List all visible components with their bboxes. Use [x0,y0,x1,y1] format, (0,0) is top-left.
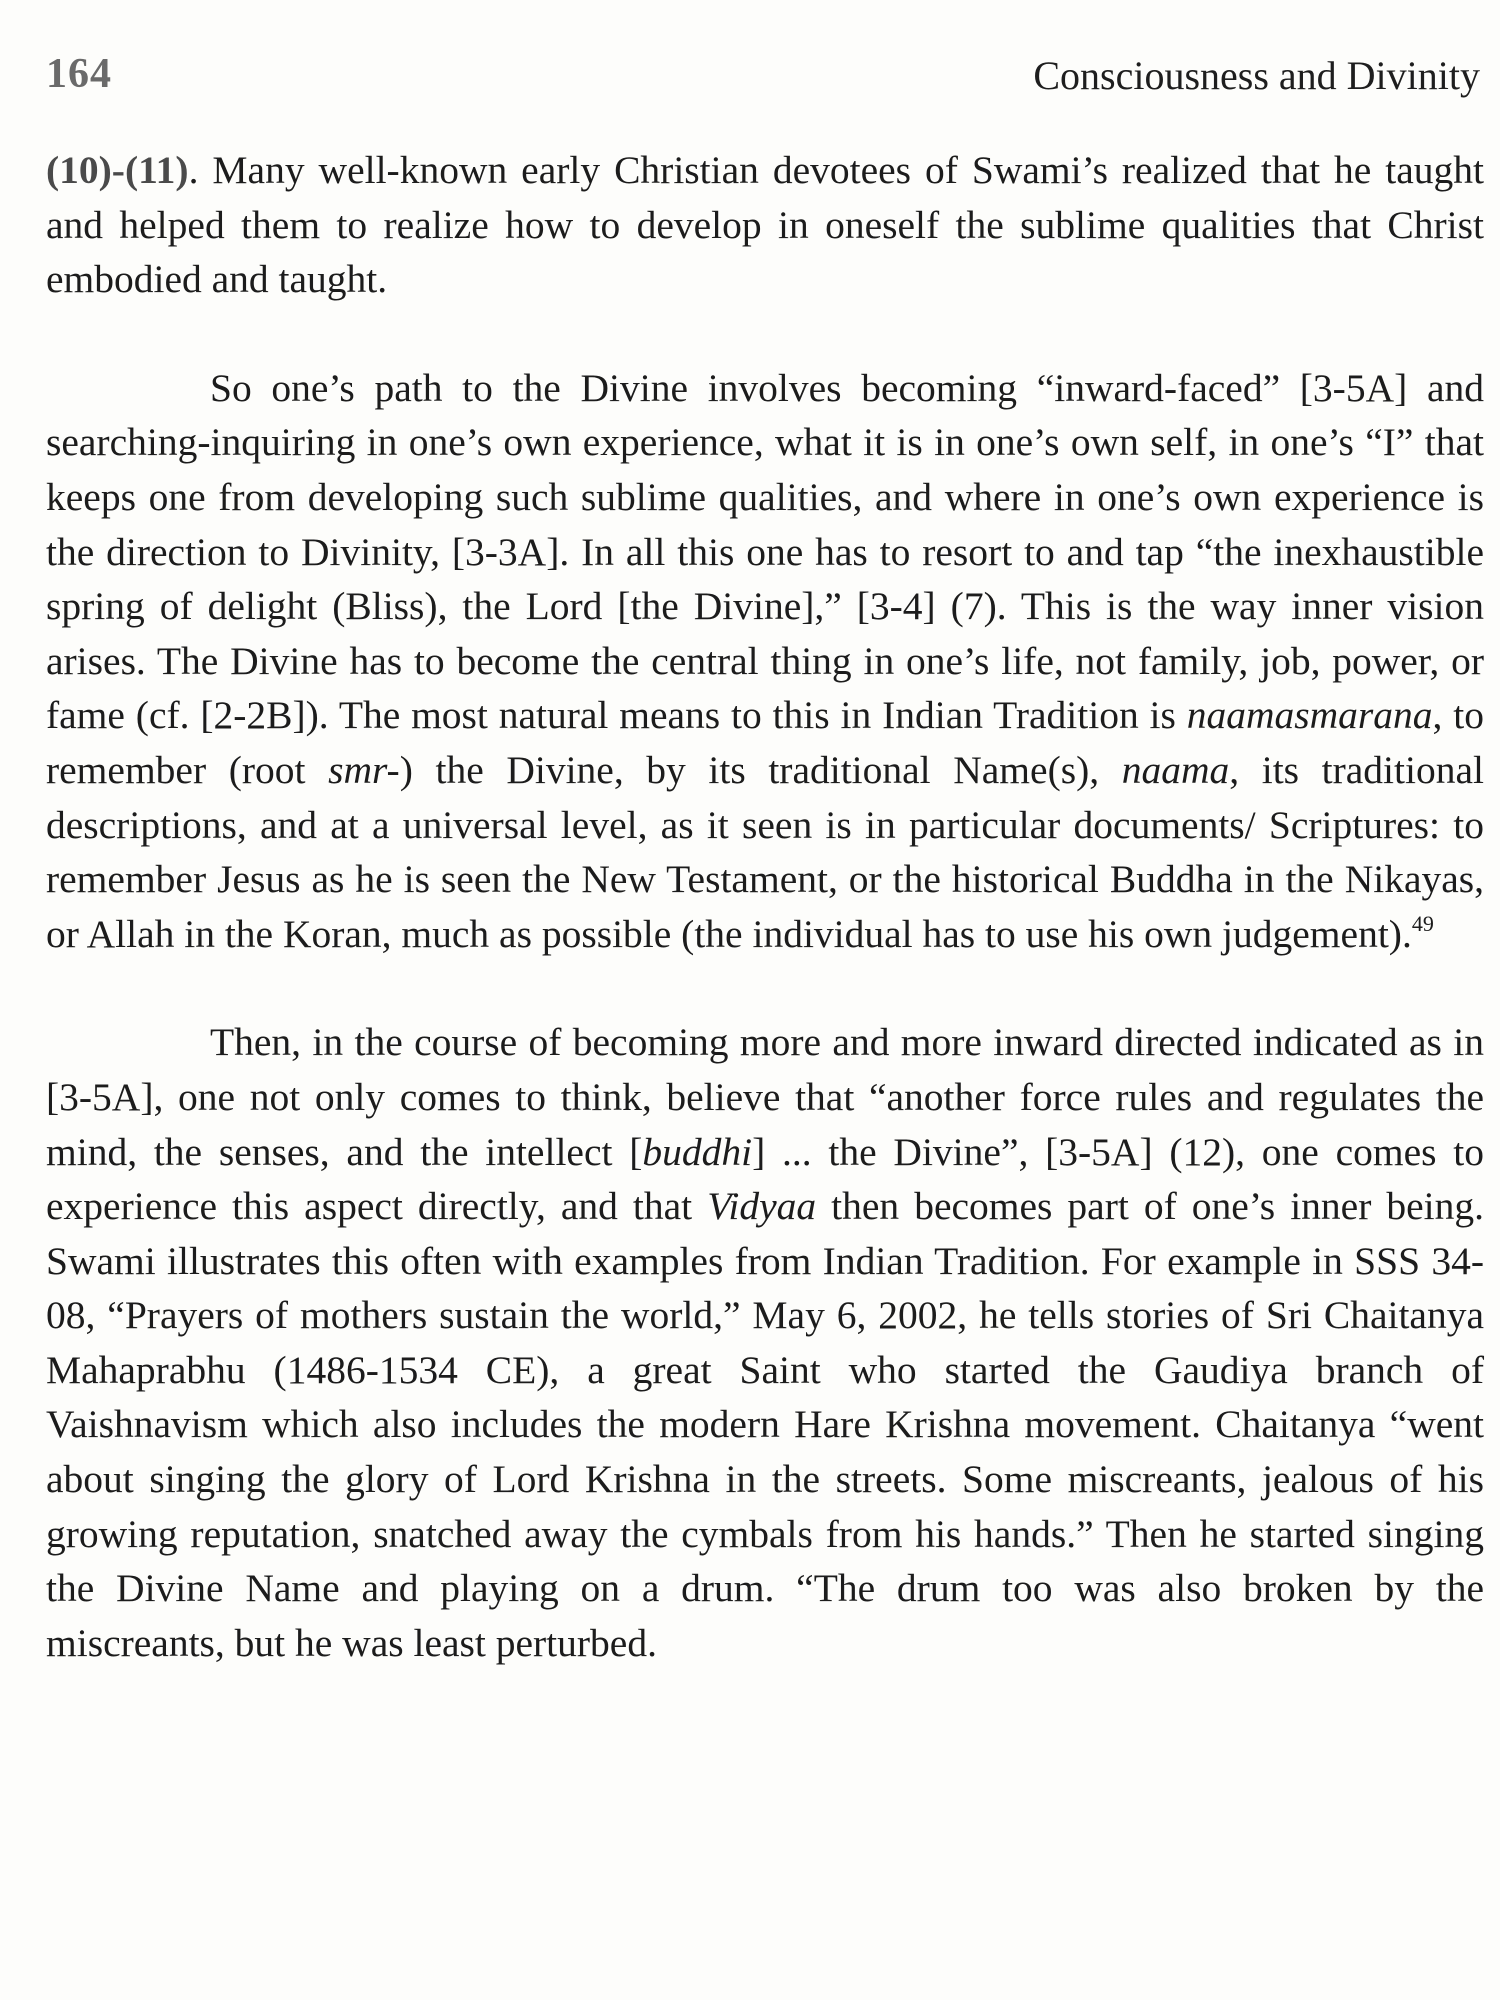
paragraph-2 [46,361,1484,962]
paragraph-3-part-c: then becomes part of one’s inner being. Swami illustrates this often with examples from Indian Tradition. For example in SSS 34-08, “Prayers of mothers sustain the world,” May 6, 2002, he tells stories of Sri Chaitanya Mahaprabhu (1486-1534 CE), a great Saint who started the Gaudiya branch of Vaishnavism which also includes the modern Hare Krishna movement. Chaitanya “went about singing the glory of Lord Krishna in the streets. Some miscreants, jealous of his growing reputation, snatched away the cymbals from his hands.” Then he started singing the Divine Name and playing on a drum. “The drum too was also broken by the miscreants, but he was least perturbed. [46,1184,1485,1665]
paragraph-3 [46,1015,1484,1670]
term-buddhi: buddhi [642,1129,753,1174]
footnote-marker: 49 [1411,910,1434,936]
paragraph-1-lead: (10)-(11) [46,148,189,192]
paragraph-1-text: . Many well-known early Christian devotees of Swami’s realized that he taught and helped them to realize how to develop in oneself the sublime qualities that Christ embodied and taught. [46,148,1484,302]
page-number: 164 [46,51,112,97]
running-title: Consciousness and Divinity [1033,53,1480,98]
body-text [46,143,1484,1670]
paragraph-1 [46,143,1484,307]
paragraph-2-part-d: , its traditional descriptions, and at a universal level, as it seen is in particular documents/ Scriptures: to remember Jesus as he is seen the New Testament, or the historical Buddha in the Nikayas, or Allah in the Koran, much as possible (the individual has to use his own judgement). [46,747,1484,956]
paragraph-3-part-a: Then, in the course of becoming more and more inward directed indicated as in [3-5A], one not only comes to think, believe that “another force rules and regulates the mind, the senses, and the intellect [ [46,1020,1484,1174]
term-naamasmarana: naamasmarana [1186,693,1433,738]
paragraph-3-part-b: ] ... the Divine”, [3-5A] (12), one comes to experience this aspect directly, and that [46,1129,1484,1229]
paragraph-2-part-a: So one’s path to the Divine involves becoming “inward-faced” [3-5A] and searching-inquiring in one’s own experience, what it is in one’s own self, in one’s “I” that keeps one from developing such sublime qualities, and where in one’s own experience is the direction to Divinity, [3-3A]. In all this one has to resort to and tap “the inexhaustible spring of delight (Bliss), the Lord [the Divine],” [3-4] (7). This is the way inner vision arises. The Divine has to become the central thing in one’s life, not family, job, power, or fame (cf. [2-2B]). The most natural means to this in Indian Tradition is [46,365,1484,738]
term-naama: naama [1121,747,1230,792]
paragraph-2-part-c: ) the Divine, by its traditional Name(s), [399,747,1122,792]
term-vidyaa: Vidyaa [707,1184,817,1229]
paragraph-2-part-b: , to remember (root [46,693,1484,792]
page-header [46,50,1480,110]
term-smr: smr- [328,747,400,792]
